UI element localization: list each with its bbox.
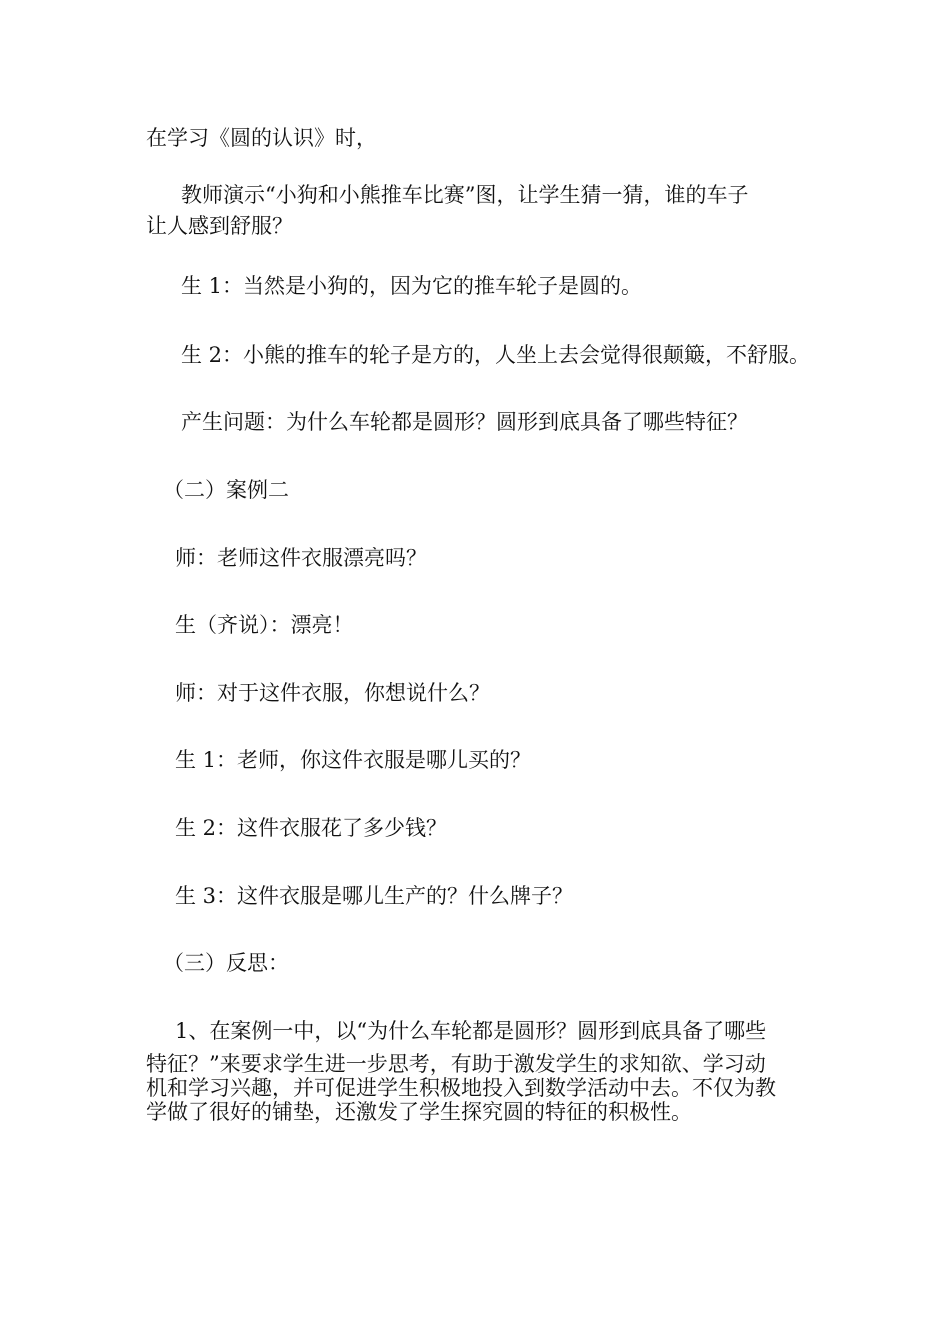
section-heading-text: （三）反思： (163, 951, 289, 975)
paragraph-line: 机和学习兴趣，并可促进学生积极地投入到数学活动中去。不仅为教 (146, 1076, 776, 1100)
section-heading-text: （二）案例二 (163, 478, 289, 502)
paragraph-line: 学做了很好的铺垫，还激发了学生探究圆的特征的积极性。 (146, 1100, 692, 1124)
paragraph-text: 生 1：当然是小狗的，因为它的推车轮子是圆的。 (181, 274, 643, 298)
paragraph-text: 师：老师这件衣服漂亮吗？ (175, 546, 427, 570)
paragraph-teacher-ask (175, 681, 855, 705)
section-heading-reflection (163, 951, 843, 975)
paragraph-text: 生（齐说）：漂亮！ (175, 613, 354, 637)
paragraph-students-answer (175, 613, 855, 637)
paragraph-intro (146, 126, 826, 150)
paragraph-question (181, 410, 861, 434)
paragraph-line: 教师演示“小狗和小熊推车比赛”图，让学生猜一猜，谁的车子 (181, 183, 749, 207)
paragraph-student-1 (181, 274, 861, 298)
paragraph-text: 生 3：这件衣服是哪儿生产的？什么牌子？ (175, 884, 574, 908)
paragraph-student-2 (181, 343, 861, 367)
paragraph-text: 生 1：老师，你这件衣服是哪儿买的？ (175, 748, 532, 772)
paragraph-line: 1、在案例一中，以“为什么车轮都是圆形？圆形到底具备了哪些 (175, 1019, 767, 1043)
paragraph-line: 让人感到舒服？ (146, 214, 293, 238)
paragraph-teacher-question (175, 546, 855, 570)
paragraph-text: 产生问题：为什么车轮都是圆形？圆形到底具备了哪些特征？ (181, 410, 748, 434)
paragraph-text: 生 2：小熊的推车的轮子是方的，人坐上去会觉得很颠簸，不舒服。 (181, 343, 811, 367)
paragraph-line: 特征？”来要求学生进一步思考，有助于激发学生的求知欲、学习动 (146, 1052, 766, 1076)
paragraph-text: 在学习《圆的认识》时， (146, 126, 377, 150)
paragraph-teacher-demo (146, 183, 826, 238)
paragraph-student-2-reply (175, 816, 855, 840)
paragraph-student-3-reply (175, 884, 855, 908)
paragraph-student-1-reply (175, 748, 855, 772)
paragraph-text: 生 2：这件衣服花了多少钱？ (175, 816, 448, 840)
paragraph-text: 师：对于这件衣服，你想说什么？ (175, 681, 490, 705)
section-heading-case-2 (163, 478, 843, 502)
paragraph-reflection-1 (146, 1019, 826, 1124)
